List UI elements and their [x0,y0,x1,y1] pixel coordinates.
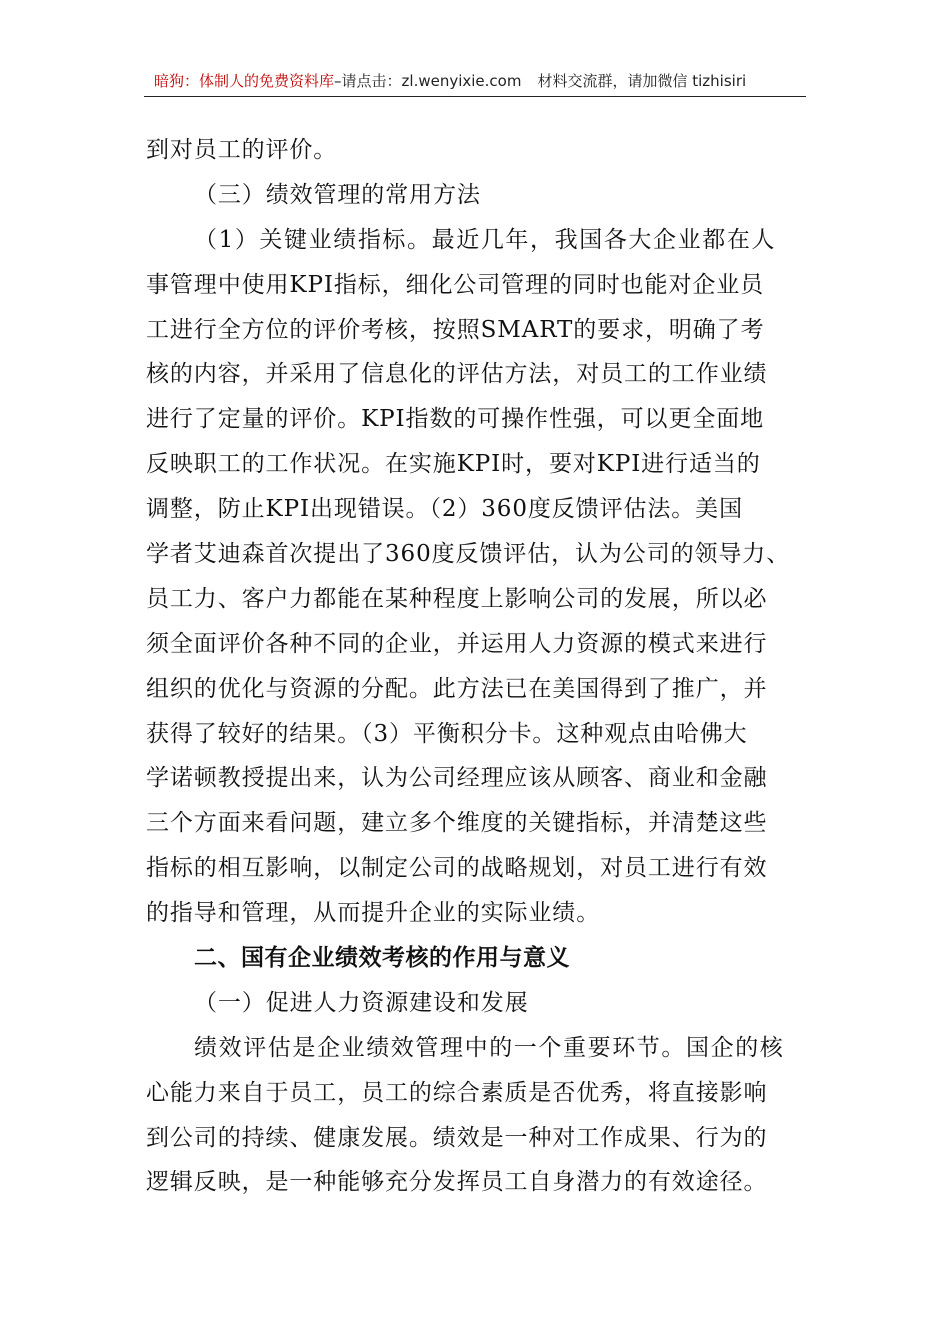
body-line: 须全面评价各种不同的企业，并运用人力资源的模式来进行 [146,630,768,657]
body-line: 组织的优化与资源的分配。此方法已在美国得到了推广，并 [146,675,768,702]
body-line: 三个方面来看问题，建立多个维度的关键指标，并清楚这些 [146,810,768,837]
body-line: 工进行全方位的评价考核，按照SMART的要求，明确了考 [146,316,765,343]
body-line: 绩效评估是企业绩效管理中的一个重要环节。国企的核 [194,1034,785,1061]
body-line: 进行了定量的评价。KPI指数的可操作性强，可以更全面地 [146,406,765,433]
section-subheading: （一）促进人力资源建设和发展 [194,989,529,1016]
section-heading: 二、国有企业绩效考核的作用与意义 [194,945,570,972]
body-line: 获得了较好的结果。（3）平衡积分卡。这种观点由哈佛大 [146,720,748,747]
header-site-name: 暗狗：体制人的免费资料库 [154,72,335,90]
body-line: 学者艾迪森首次提出了360度反馈评估，认为公司的领导力、 [146,541,791,568]
body-line: 反映职工的工作状况。在实施KPI时，要对KPI进行适当的 [146,451,761,478]
header-text [154,70,746,92]
header-link[interactable]: zl.wenyixie.com [401,72,522,90]
body-line: 员工力、客户力都能在某种程度上影响公司的发展，所以必 [146,585,768,612]
body-line: 逻辑反映，是一种能够充分发挥员工自身潜力的有效途径。 [146,1169,768,1196]
header-contact: 材料交流群，请加微信 tizhisiri [537,72,747,90]
body-line: （1）关键业绩指标。最近几年，我国各大企业都在人 [194,226,777,253]
body-line: 学诺顿教授提出来，认为公司经理应该从顾客、商业和金融 [146,765,768,792]
body-line: 的指导和管理，从而提升企业的实际业绩。 [146,900,601,927]
body-line: 事管理中使用KPI指标，细化公司管理的同时也能对企业员 [146,271,765,298]
header-prompt: –请点击： [334,72,402,90]
document-body [146,128,811,1205]
body-line: 调整，防止KPI出现错误。（2）360度反馈评估法。美国 [146,496,743,523]
section-subheading: （三）绩效管理的常用方法 [194,181,481,208]
body-line: 心能力来自于员工，员工的综合素质是否优秀，将直接影响 [146,1079,768,1106]
body-line: 到公司的持续、健康发展。绩效是一种对工作成果、行为的 [146,1124,768,1151]
body-line: 核的内容，并采用了信息化的评估方法，对员工的工作业绩 [146,361,768,388]
body-line: 指标的相互影响，以制定公司的战略规划，对员工进行有效 [146,855,768,882]
body-line: 到对员工的评价。 [146,137,338,163]
page-header [144,68,806,97]
